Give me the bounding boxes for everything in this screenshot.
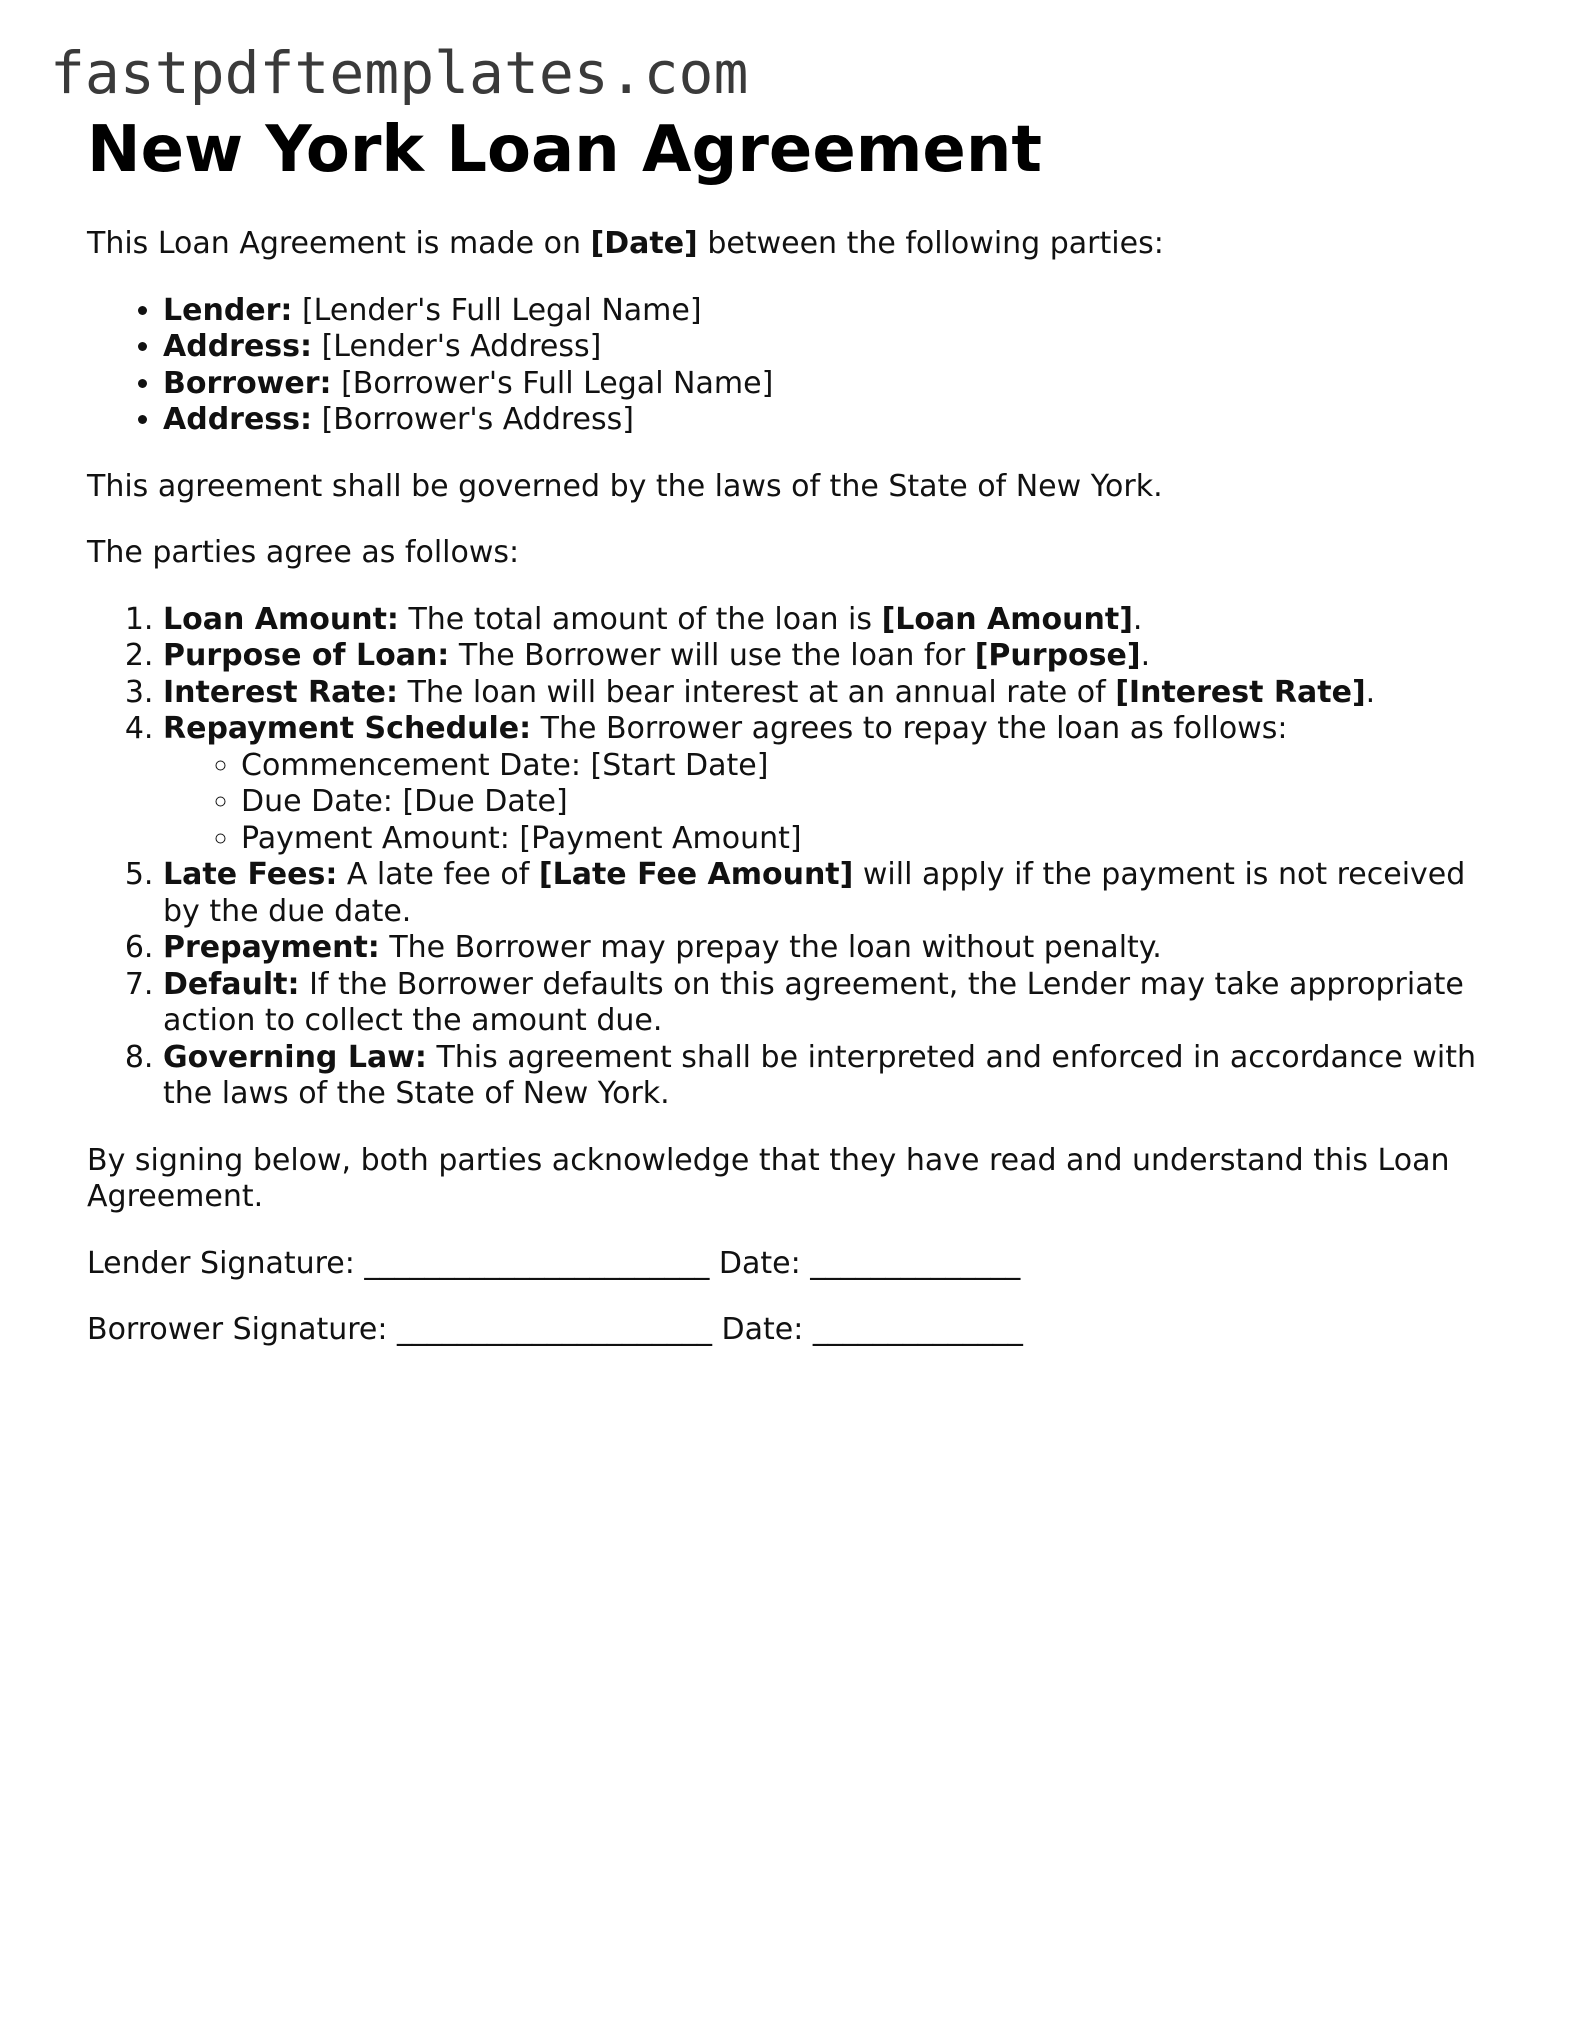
- repayment-item: ◦ Commencement Date: [Start Date]: [241, 748, 1487, 785]
- term-repayment-schedule: [163, 711, 1487, 857]
- term-governing-law: [163, 1040, 1487, 1113]
- governing-sentence: This agreement shall be governed by the laws of the State of New York.: [87, 468, 1163, 504]
- term-text: The Borrower may prepay the loan without penalty.: [379, 930, 1162, 965]
- term-default: [163, 967, 1487, 1040]
- party-item-borrower-address: [163, 402, 1487, 439]
- term-tail: .: [1365, 674, 1376, 710]
- party-label: Address:: [163, 402, 313, 437]
- term-tail: .: [1132, 601, 1143, 637]
- term-placeholder: [Late Fee Amount]: [538, 857, 854, 892]
- date-placeholder: [Date]: [590, 226, 698, 261]
- lender-signature-line: Lender Signature: _______________________ Date: ______________: [87, 1245, 1021, 1281]
- closing-paragraph: By signing below, both parties acknowledge that they have read and understand this Loan Agreement.: [87, 1142, 1450, 1214]
- term-text: The total amount of the loan is: [398, 601, 882, 637]
- term-label: Default:: [163, 966, 300, 1002]
- term-label: Loan Amount:: [163, 601, 399, 637]
- term-tail: will apply if the payment is not received by the due date.: [163, 857, 1466, 929]
- term-text: If the Borrower defaults on this agreement, the Lender may take appropriate action to collect the amount due.: [163, 966, 1464, 1038]
- party-label: Address:: [163, 329, 313, 364]
- term-late-fees: [163, 857, 1487, 930]
- terms-list: [87, 602, 1487, 1113]
- term-interest-rate: [163, 675, 1487, 712]
- term-prepayment: [163, 930, 1487, 967]
- term-placeholder: [Interest Rate]: [1115, 674, 1366, 710]
- document-title: New York Loan Agreement: [87, 113, 1042, 187]
- repayment-item: ◦ Payment Amount: [Payment Amount]: [241, 821, 1487, 858]
- borrower-signature-line: Borrower Signature: _____________________ Date: ______________: [87, 1312, 1023, 1347]
- term-label: Governing Law:: [163, 1039, 427, 1075]
- term-purpose: [163, 638, 1487, 675]
- parties-list: [87, 293, 1487, 439]
- term-text: The Borrower agrees to repay the loan as follows:: [531, 711, 1288, 746]
- term-label: Prepayment:: [163, 930, 380, 965]
- document-body: [87, 112, 1487, 1379]
- intro-before: This Loan Agreement is made on: [87, 226, 591, 261]
- term-label: Purpose of Loan:: [163, 638, 450, 673]
- term-placeholder: [Purpose]: [974, 638, 1141, 673]
- intro-after: between the following parties:: [697, 226, 1164, 261]
- repayment-sublist: [163, 748, 1487, 858]
- party-value: [Borrower's Full Legal Name]: [331, 365, 774, 401]
- watermark-text: fastpdftemplates.com: [50, 39, 749, 107]
- term-tail: .: [1140, 638, 1151, 673]
- party-label: Lender:: [163, 292, 293, 328]
- party-value: [Lender's Full Legal Name]: [292, 292, 702, 328]
- agree-intro: The parties agree as follows:: [87, 535, 520, 570]
- repayment-item: ◦ Due Date: [Due Date]: [241, 784, 1487, 821]
- term-label: Repayment Schedule:: [163, 711, 532, 746]
- term-text: A late fee of: [337, 857, 539, 892]
- term-placeholder: [Loan Amount]: [881, 601, 1133, 637]
- party-item-lender: [163, 293, 1487, 330]
- term-text: The Borrower will use the loan for: [449, 638, 975, 673]
- term-loan-amount: [163, 602, 1487, 639]
- term-text: The loan will bear interest at an annual rate of: [398, 674, 1116, 710]
- party-item-borrower: [163, 366, 1487, 403]
- party-label: Borrower:: [163, 365, 332, 401]
- term-label: Late Fees:: [163, 857, 338, 892]
- party-item-lender-address: [163, 329, 1487, 366]
- term-text: This agreement shall be interpreted and enforced in accordance with the laws of the State of New York.: [163, 1039, 1477, 1111]
- term-label: Interest Rate:: [163, 674, 399, 710]
- party-value: [Lender's Address]: [312, 329, 602, 364]
- party-value: [Borrower's Address]: [312, 402, 634, 437]
- intro-paragraph: [87, 226, 1487, 263]
